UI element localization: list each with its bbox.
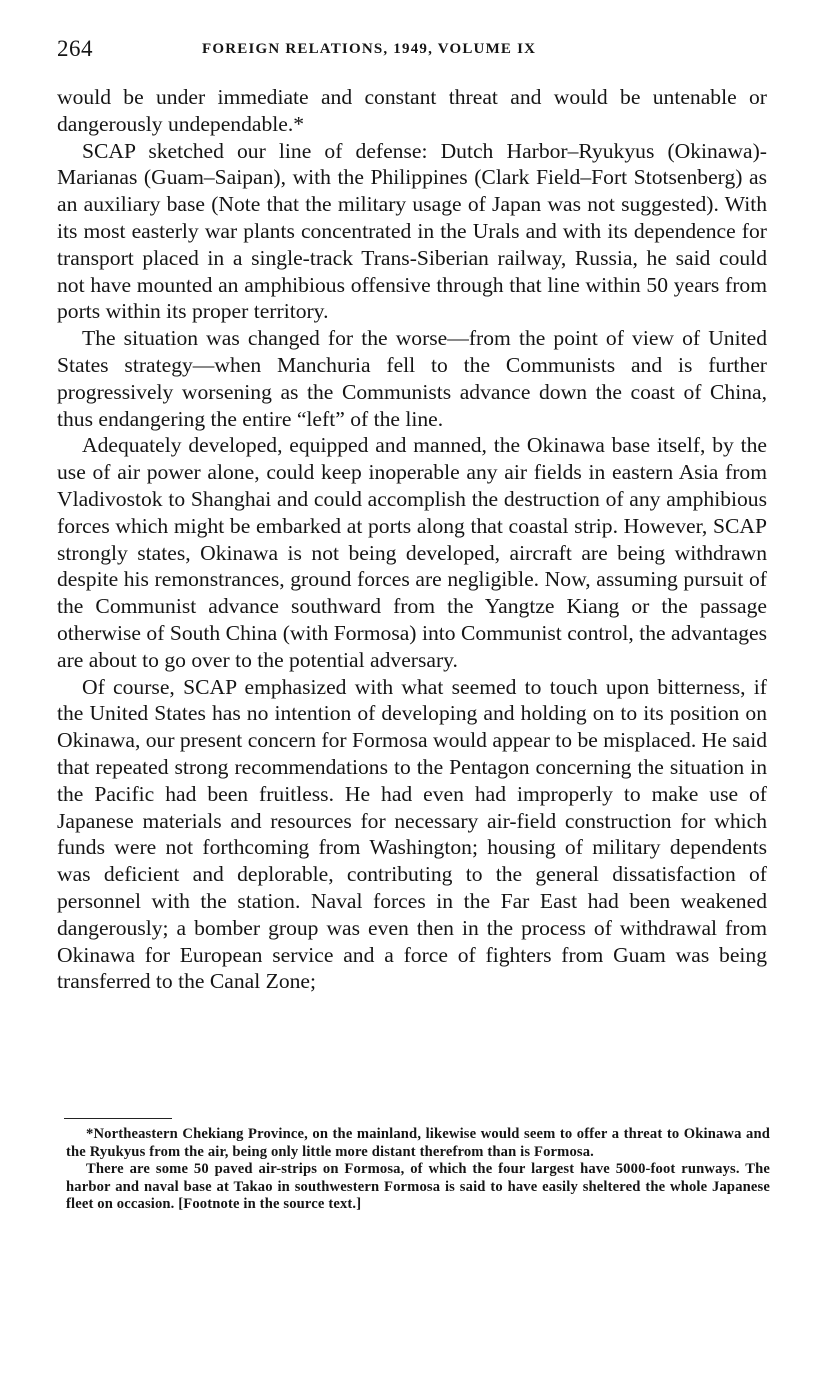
page-number: 264 [57,36,93,61]
paragraph: The situation was changed for the worse—from the point of view of United States strategy—when Manchuria fell to the Communists and is further progressively worsening as the Communists advance down the coast of China, thus endangering the entire “left” of the line. [57,326,767,431]
footnotes [66,1126,770,1214]
footnote: There are some 50 paved air-strips on Formosa, of which the four largest have 5000-foot runways. The harbor and naval base at Takao in southwestern Formosa is said to have easily sheltered the whole Japanese fleet on occasion. [Footnote in the source text.] [66,1161,770,1213]
page-header [57,36,767,66]
body-text [57,84,767,995]
paragraph: Of course, SCAP emphasized with what seemed to touch upon bitterness, if the United States has no intention of developing and holding on to its position on Okinawa, our present concern for Formosa would appear to be misplaced. He said that repeated strong recommendations to the Pentagon concerning the situation in the Pacific had been fruitless. He had even had improperly to make use of Japanese materials and resources for necessary air-field construction for which funds were not forthcoming from Washington; housing of military dependents was deficient and deplorable, contributing to the general dissatisfaction of personnel with the station. Naval forces in the Far East had been weakened dangerously; a bomber group was even then in the process of withdrawal from Okinawa for European service and a force of fighters from Guam was being transferred to the Canal Zone; [57,674,767,994]
paragraph: SCAP sketched our line of defense: Dutch Harbor–Ryukyus (Okinawa)-Marianas (Guam–Saipan), with the Philippines (Clark Field–Fort Stotsenberg) as an auxiliary base (Note that the military usage of Japan was not suggested). With its most easterly war plants concentrated in the Urals and with its dependence for transport placed in a single-track Trans-Siberian railway, Russia, he said could not have mounted an amphibious offensive through that line within 50 years from ports within its proper territory. [57,138,767,324]
paragraph: Adequately developed, equipped and manned, the Okinawa base itself, by the use of air power alone, could keep inoperable any air fields in eastern Asia from Vladivostok to Shanghai and could accomplish the destruction of any amphibious forces which might be embarked at ports along that coastal strip. However, SCAP strongly states, Okinawa is not being developed, aircraft are being withdrawn despite his remonstrances, ground forces are negligible. Now, assuming pursuit of the Communist advance southward from the Yangtze Kiang or the passage otherwise of South China (with Formosa) into Communist control, the advantages are about to go over to the potential adversary. [57,433,767,672]
running-head: FOREIGN RELATIONS, 1949, VOLUME IX [202,41,537,57]
footnote: *Northeastern Chekiang Province, on the mainland, likewise would seem to offer a threat to Okinawa and the Ryukyus from the air, being only little more distant therefrom than is Formosa. [66,1126,770,1160]
footnote-divider [64,1118,172,1119]
paragraph: would be under immediate and constant threat and would be untenable or dangerously undependable.* [57,85,767,136]
